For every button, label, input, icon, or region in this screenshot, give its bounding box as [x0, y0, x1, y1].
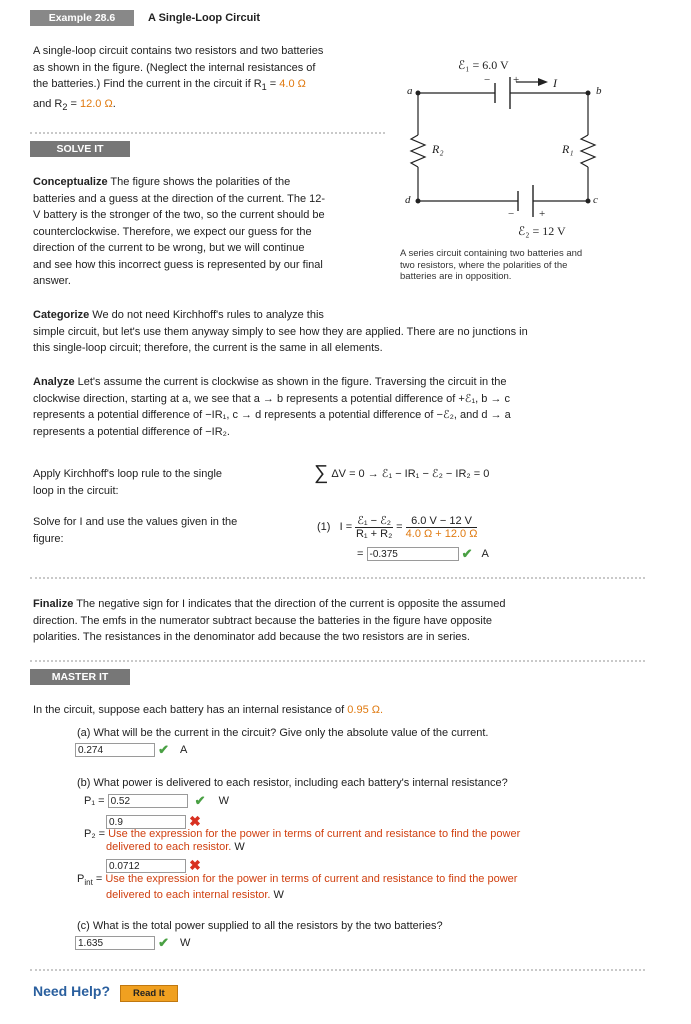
p2-hint: P₂ = Use the expression for the power in terms of current and resistance to find the power delivered to each resistor. W	[84, 828, 521, 853]
read-it-button[interactable]: Read It	[120, 985, 178, 1002]
question-b: (b) What power is delivered to each resistor, including each battery's internal resistance?	[77, 777, 508, 789]
divider	[30, 132, 385, 134]
emf2-label: ℰ₂ = 12 V	[518, 224, 566, 238]
node-c-label: c	[593, 194, 598, 206]
battery1-minus: −	[484, 74, 491, 86]
finalize-text: Finalize The negative sign for I indicates that the direction of the current is opposite the assumed direction. The emfs in the numerator subtract because the batteries in the figure have opposite polarities. The resistances in the denominator add because the two resistors are in series.	[33, 598, 506, 643]
pint-answer-row	[106, 857, 201, 874]
categorize-text: Categorize We do not need Kirchhoff's rules to analyze this simple circuit, but let's use them anyway simply to see how they are applied. There are no junctions in this single-loop circuit; therefore, the current is the same in all elements.	[33, 309, 528, 354]
check-icon: ✔	[461, 546, 473, 561]
p1-input[interactable]: 0.52	[108, 794, 188, 808]
figure-caption: A series circuit containing two batteries and two resistors, where the polarities of the batteries are in opposition.	[400, 248, 583, 282]
example-title: A Single-Loop Circuit	[148, 12, 261, 24]
current-label: I	[553, 76, 557, 90]
battery2-plus: +	[539, 208, 546, 220]
node-b-label: b	[596, 85, 602, 97]
current-answer-box[interactable]: -0.375	[367, 547, 459, 561]
r2-value: 12.0 Ω	[80, 97, 113, 110]
conceptualize-text: Conceptualize The figure shows the polarities of the batteries and a guess at the direction of the current. The 12- V battery is the stronger of the two, so the current should be counterclockwise. Therefore, we expect our guess for the direction of the current to be wrong, but we will continue and see how this incorrect guess is represented by our final answer.	[33, 176, 326, 287]
p2-input[interactable]: 0.9	[106, 815, 186, 829]
check-icon: ✔	[158, 935, 169, 950]
example-tag: Example 28.6	[30, 10, 134, 26]
r2-label: R₂	[432, 142, 444, 156]
check-icon: ✔	[194, 793, 206, 808]
answer-c-row: 1.635 ✔ W	[75, 935, 190, 951]
answer-a-row: 0.274 ✔ A	[75, 742, 187, 758]
r1-value: 4.0 Ω	[279, 78, 306, 90]
answer-row: = -0.375 ✔ A	[357, 546, 489, 561]
r1-label: R₁	[562, 142, 574, 156]
divider	[30, 577, 645, 579]
pint-hint: $P_{int}$ = Use the expression for the power in terms of current and resistance to find the power delivered to each internal resistor. W	[77, 873, 518, 902]
master-intro: In the circuit, suppose each battery has an internal resistance of 0.95 Ω.	[33, 704, 384, 716]
solve-it-tag: SOLVE IT	[30, 141, 130, 157]
answer-a-input[interactable]: 0.274	[75, 743, 155, 757]
question-a: (a) What will be the current in the circuit? Give only the absolute value of the current.	[77, 727, 489, 739]
node-d-label: d	[405, 194, 411, 206]
node-a-label: a	[407, 85, 413, 97]
answer-c-input[interactable]: 1.635	[75, 936, 155, 950]
solve-text: Solve for I and use the values given in the figure:	[33, 516, 238, 545]
analyze-text: Analyze Let's assume the current is clockwise as shown in the figure. Traversing the circuit in the clockwise direction, starting at a, we see that a → b represents a potential difference of +ℰ₁, b → c represents a potential difference of −IR₁, c → d represents a potential difference of −ℰ₂, and d → a represents a potential difference of −IR₂.	[33, 376, 511, 438]
apply-text: Apply Kirchhoff's loop rule to the single loop in the circuit:	[33, 468, 223, 497]
p1-row: P₁ = 0.52 ✔ W	[84, 793, 230, 808]
check-icon: ✔	[158, 742, 169, 757]
battery2-minus: −	[508, 208, 515, 220]
loop-equation: ∑ ΔV = 0 → ℰ₁ − IR₁ − ℰ₂ − IR₂ = 0	[314, 462, 490, 484]
cross-icon: ✖	[189, 857, 201, 873]
question-c: (c) What is the total power supplied to all the resistors by the two batteries?	[77, 920, 443, 932]
cross-icon: ✖	[189, 813, 201, 829]
circuit-diagram	[398, 55, 608, 235]
intro-text: A single-loop circuit contains two resistors and two batteries as shown in the figure. (Neglect the internal resistances of the batteries.) Find the current in the circuit if $R_1 = 4.0$ Ω and $R_2 = 12.0$ Ω.	[33, 45, 324, 112]
current-equation: (1) I = $\frac{\text{ℰ₁ − ℰ₂}}{\text{R₁ + R₂}}$ = $\frac{6.0 V - 12 V}{4.0 \Omega + 12.0 \Omega}$	[317, 514, 478, 540]
need-help-label: Need Help?	[33, 983, 111, 999]
divider	[30, 969, 645, 971]
pint-input[interactable]: 0.0712	[106, 859, 186, 873]
divider	[30, 660, 645, 662]
emf1-label: ℰ₁ = 6.0 V	[458, 58, 509, 72]
master-it-tag: MASTER IT	[30, 669, 130, 685]
battery1-plus: +	[513, 74, 520, 86]
